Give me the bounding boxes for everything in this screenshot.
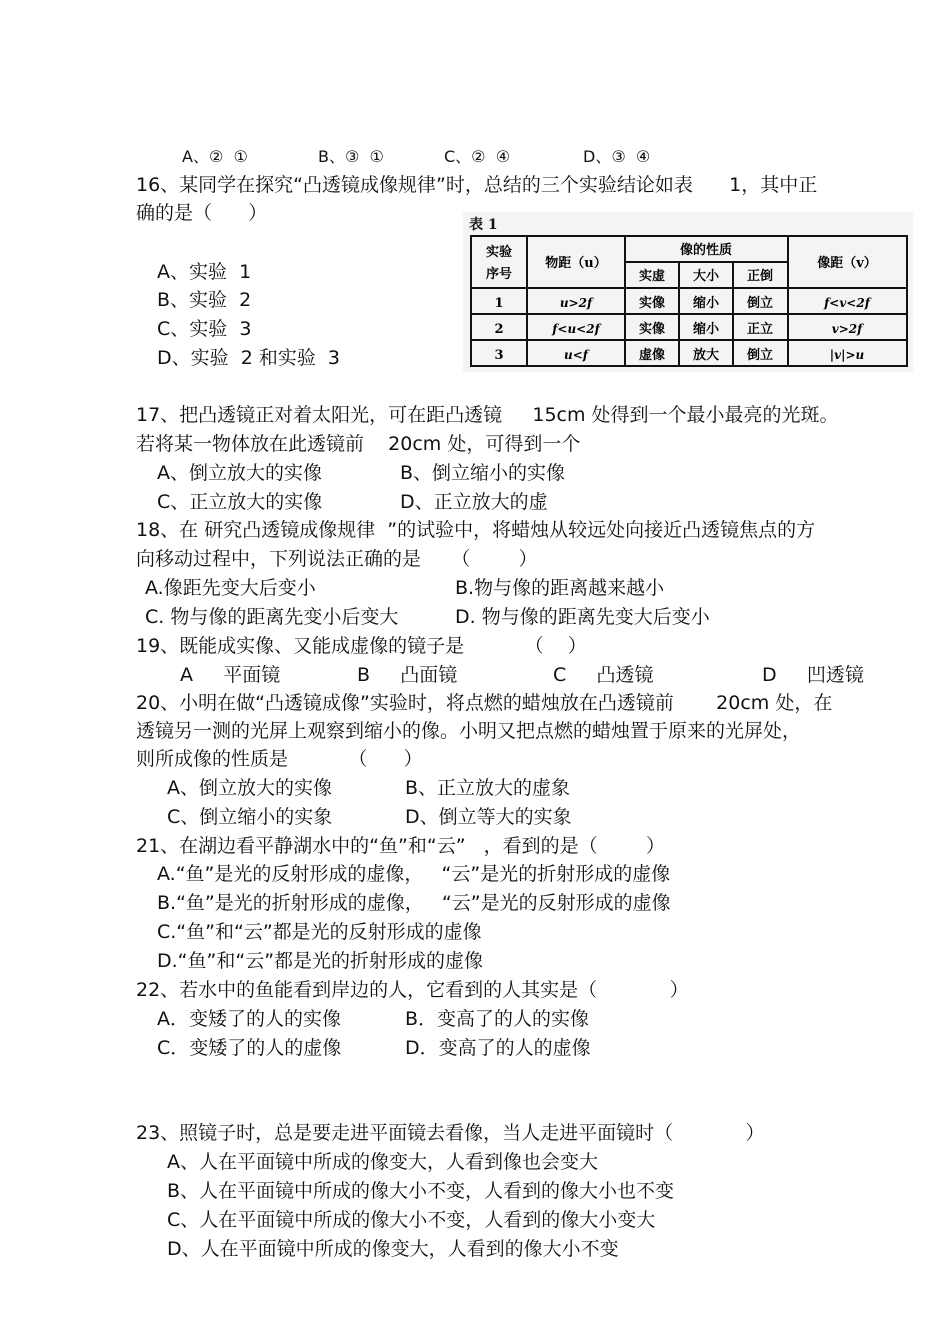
q18-option-a: A.像距先变大后变小	[145, 577, 316, 599]
row1-real: 实像	[638, 296, 666, 311]
row2-u: f<u<2f	[552, 322, 600, 336]
q21-option-a: A.“鱼”是光的反射形成的虚像， “云”是光的折射形成的虚像	[157, 863, 671, 885]
q20-stem-line2: 透镜另一测的光屏上观察到缩小的像。小明又把点燃的蜡烛置于原来的光屏处，	[136, 720, 802, 742]
table-1-figure	[463, 212, 913, 372]
header-object-distance: 物距（u）	[545, 256, 607, 271]
q18-stem-line1: 18、在 研究凸透镜成像规律 ”的试验中，将蜡烛从较远处向接近凸透镜焦点的方	[136, 519, 816, 541]
q20-option-b: B、正立放大的虚象	[405, 777, 571, 799]
q22-option-b: B．变高了的人的实像	[405, 1008, 590, 1030]
q22-option-d: D．变高了的人的虚像	[405, 1037, 591, 1059]
q20-stem-line3: 则所成像的性质是 （ ）	[136, 748, 423, 770]
q15-option-a: A、② ①	[182, 147, 248, 166]
row2-size: 缩小	[692, 322, 720, 337]
q19-stem: 19、既能成实像、又能成虚像的镜子是 （ ）	[136, 635, 587, 657]
q18-option-c: C. 物与像的距离先变小后变大	[145, 606, 399, 628]
header-image-distance: 像距（v）	[817, 256, 877, 271]
q16-option-d: D、实验 2 和实验 3	[157, 347, 341, 369]
q16-option-c: C、实验 3	[157, 318, 252, 340]
header-exp-1: 实验	[485, 245, 513, 260]
row3-size: 放大	[692, 348, 720, 363]
q20-option-a: A、倒立放大的实像	[167, 777, 332, 799]
q22-option-a: A．变矮了的人的实像	[157, 1008, 341, 1030]
q19-option-d: D 凹透镜	[762, 664, 864, 686]
q17-option-d: D、正立放大的虚	[400, 491, 548, 513]
table-title: 表 1	[469, 217, 498, 233]
q21-option-d: D.“鱼”和“云”都是光的折射形成的虚像	[157, 950, 484, 972]
subheader-real: 实虚	[638, 269, 666, 284]
q15-option-b: B、③ ①	[318, 147, 384, 166]
q23-option-a: A、人在平面镜中所成的像变大，人看到像也会变大	[167, 1151, 598, 1173]
q17-option-a: A、倒立放大的实像	[157, 462, 322, 484]
row1-no: 1	[494, 296, 504, 311]
row1-orient: 倒立	[746, 296, 774, 311]
table-1-grid	[463, 212, 913, 372]
q21-stem: 21、在湖边看平静湖水中的“鱼”和“云” ，看到的是（ ）	[136, 835, 665, 857]
q16-stem-line1: 16、某同学在探究“凸透镜成像规律”时，总结的三个实验结论如表 1，其中正	[136, 174, 818, 196]
q21-option-b: B.“鱼”是光的折射形成的虚像， “云”是光的反射形成的虚像	[157, 892, 671, 914]
row2-orient: 正立	[746, 322, 774, 337]
row3-no: 3	[494, 348, 504, 363]
q19-option-b: B 凸面镜	[357, 664, 458, 686]
q17-stem-line1: 17、把凸透镜正对着太阳光，可在距凸透镜 15cm 处得到一个最小最亮的光斑。	[136, 404, 839, 426]
q20-option-d: D、倒立等大的实象	[405, 806, 572, 828]
q18-option-b: B.物与像的距离越来越小	[455, 577, 665, 599]
q19-option-c: C 凸透镜	[553, 664, 654, 686]
q23-option-c: C、人在平面镜中所成的像大小不变，人看到的像大小变大	[167, 1209, 656, 1231]
row2-no: 2	[494, 322, 504, 337]
q17-option-b: B、倒立缩小的实像	[400, 462, 566, 484]
q16-stem-line2: 确的是（ ）	[136, 202, 268, 224]
row3-u: u<f	[564, 348, 588, 362]
q23-stem: 23、照镜子时，总是要走进平面镜去看像，当人走进平面镜时（ ）	[136, 1122, 765, 1144]
q15-option-d: D、③ ④	[583, 147, 651, 166]
q19-option-a: A 平面镜	[180, 664, 281, 686]
q22-stem: 22、若水中的鱼能看到岸边的人，它看到的人其实是（ ）	[136, 979, 689, 1001]
q20-option-c: C、倒立缩小的实象	[167, 806, 333, 828]
q18-option-d: D. 物与像的距离先变大后变小	[455, 606, 710, 628]
row1-size: 缩小	[692, 296, 720, 311]
q22-option-c: C．变矮了的人的虚像	[157, 1037, 342, 1059]
q17-stem-line2: 若将某一物体放在此透镜前 20cm 处，可得到一个	[136, 433, 581, 455]
q18-stem-line2: 向移动过程中，下列说法正确的是 （ ）	[136, 548, 538, 570]
q23-option-d: D、人在平面镜中所成的像变大，人看到的像大小不变	[167, 1238, 619, 1260]
row2-v: v>2f	[831, 322, 863, 336]
q17-option-c: C、正立放大的实像	[157, 491, 323, 513]
header-exp-2: 序号	[485, 267, 513, 282]
q23-option-b: B、人在平面镜中所成的像大小不变，人看到的像大小也不变	[167, 1180, 675, 1202]
subheader-orientation: 正倒	[746, 269, 774, 284]
row3-v: |v|>u	[829, 348, 865, 362]
row3-real: 虚像	[638, 348, 666, 363]
row3-orient: 倒立	[746, 348, 774, 363]
q20-stem-line1: 20、小明在做“凸透镜成像”实验时，将点燃的蜡烛放在凸透镜前 20cm 处，在	[136, 692, 833, 714]
q16-option-a: A、实验 1	[157, 261, 252, 283]
q15-option-c: C、② ④	[444, 147, 511, 166]
header-image-nature: 像的性质	[679, 243, 733, 258]
subheader-size: 大小	[692, 269, 720, 284]
q16-option-b: B、实验 2	[157, 289, 252, 311]
row1-v: f<v<2f	[824, 296, 870, 310]
row2-real: 实像	[638, 322, 666, 337]
row1-u: u>2f	[559, 296, 593, 310]
q21-option-c: C.“鱼”和“云”都是光的反射形成的虚像	[157, 921, 482, 943]
